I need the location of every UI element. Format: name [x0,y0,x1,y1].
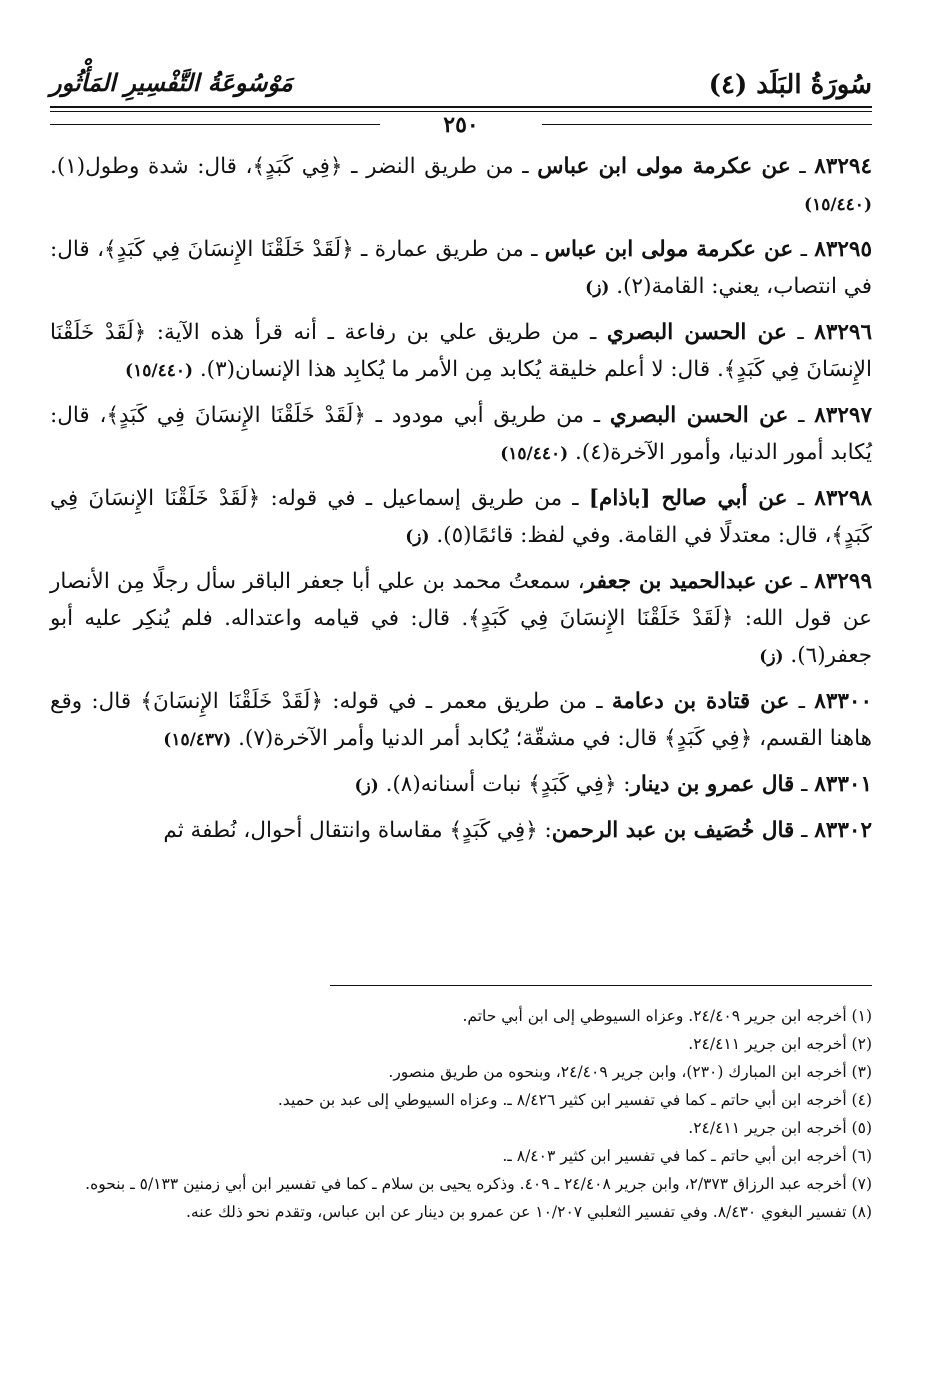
narrator: عن عبدالحميد بن جعفر [584,569,794,594]
narrator: عن الحسن البصري [606,320,787,345]
volume-page-ref: (ز) [759,647,784,667]
narration-text: ـ من طريق معمر ـ في قوله: ﴿لَقَدْ خَلَقْنَا الإِنسَانَ﴾ قال: وقع هاهنا القسم، ﴿فِي كَبَدٍ﴾ قال: في مشقّة؛ يُكابد أمر الدنيا وأمر الآخرة(٧). [50,689,872,751]
footnote: (٨) تفسير البغوي ٨/٤٣٠. وفي تفسير الثعلبي ١٠/٢٠٧ عن عمرو بن دينار عن ابن عباس، وتقدم نحو ذلك عنه. [185,1203,872,1221]
book-title: مَوْسُوعَةُ التَّفْسِيرِ المَأْثُور [50,68,293,97]
narration-text: ـ من طريق إسماعيل ـ في قوله: ﴿لَقَدْ خَلَقْنَا الإِنسَانَ فِي كَبَدٍ﴾، قال: معتدلًا في القامة. وفي لفظ: قائمًا(٥). [50,486,872,548]
volume-page-ref: (١٥/٤٤٠) [125,361,194,381]
footnote: (٤) أخرجه ابن أبي حاتم ـ كما في تفسير ابن كثير ٨/٤٢٦ ـ. وعزاه السيوطي إلى عبد بن حميد. [277,1091,872,1109]
narration-text: ـ من طريق علي بن رفاعة ـ أنه قرأ هذه الآية: ﴿لَقَدْ خَلَقْنَا الإِنسَانَ فِي كَبَدٍ﴾. قال: لا أعلم خليقة يُكابد مِن الأمر ما يُكابِد هذا الإنسان(٣). [50,320,872,382]
narration-number: ٨٣٢٩٧ [814,403,872,428]
narration-entry: ٨٣٢٩٨ ـ عن أبي صالح [باذام] ـ من طريق إسماعيل ـ في قوله: ﴿لَقَدْ خَلَقْنَا الإِنسَانَ فِي كَبَدٍ﴾، قال: معتدلًا في القامة. وفي لفظ: قائمًا(٥). (ز) [50,486,873,548]
narration-text: ـ من طريق أبي مودود ـ ﴿لَقَدْ خَلَقْنَا الإِنسَانَ فِي كَبَدٍ﴾، قال: يُكابد أمور الدنيا، وأمور الآخرة(٤). [50,403,872,465]
narration-entry: ٨٣٢٩٥ ـ عن عكرمة مولى ابن عباس ـ من طريق عمارة ـ ﴿لَقَدْ خَلَقْنَا الإِنسَانَ فِي كَبَدٍ﴾، قال: في انتصاب، يعني: القامة(٢). (ز) [50,237,873,299]
narrator: عن قتادة بن دعامة [611,689,790,714]
narration-number: ٨٣٢٩٩ [814,569,873,594]
narrator: عن عكرمة مولى ابن عباس [537,154,791,179]
narration-entry: ٨٣٢٩٧ ـ عن الحسن البصري ـ من طريق أبي مودود ـ ﴿لَقَدْ خَلَقْنَا الإِنسَانَ فِي كَبَدٍ﴾، قال: يُكابد أمور الدنيا، وأمور الآخرة(٤). (١٥/٤٤٠) [50,403,872,465]
narration-number: ٨٣٢٩٦ [814,320,873,345]
narration-entry: ٨٣٢٩٤ ـ عن عكرمة مولى ابن عباس ـ من طريق النضر ـ ﴿فِي كَبَدٍ﴾، قال: شدة وطول(١). (١٥/٤٤٠) [50,154,872,215]
narrator: عن عكرمة مولى ابن عباس [544,237,794,262]
narration-number: ٨٣٢٩٨ [814,486,873,511]
narration-text: ـ من طريق النضر ـ ﴿فِي كَبَدٍ﴾، قال: شدة وطول(١). [50,154,538,179]
running-header [50,60,872,110]
narrator: عن أبي صالح [باذام] [588,486,788,511]
narration-text: ـ من طريق عمارة ـ ﴿لَقَدْ خَلَقْنَا الإِنسَانَ فِي كَبَدٍ﴾، قال: في انتصاب، يعني: القامة(٢). [50,237,872,299]
footnote: (٣) أخرجه ابن المبارك (٢٣٠)، وابن جرير ٢٤/٤٠٩، وبنحوه من طريق منصور. [388,1063,872,1081]
narrator: عن الحسن البصري [609,403,789,428]
footnote: (٦) أخرجه ابن أبي حاتم ـ كما في تفسير ابن كثير ٨/٤٠٣ ـ. [502,1147,872,1165]
narration-entry: ٨٣٣٠١ ـ قال عمرو بن دينار: ﴿فِي كَبَدٍ﴾ نبات أسنانه(٨). (ز) [354,772,872,797]
narration-number: ٨٣٣٠٠ [814,689,873,714]
volume-page-ref: (ز) [405,527,430,547]
surah-title: سُورَةُ البَلَد (٤) [708,70,872,100]
volume-page-ref: (ز) [354,776,379,796]
volume-page-ref: (١٥/٤٤٠) [500,444,569,464]
narrator: قال خُصَيف بن عبد الرحمن [551,818,795,843]
narration-text: : ﴿فِي كَبَدٍ﴾ مقاساة وانتقال أحوال، نُطفة ثم [163,818,552,843]
narration-number: ٨٣٣٠١ [814,772,872,797]
page-number-bar [50,112,872,138]
narration-entry: ٨٣٣٠٢ ـ قال خُصَيف بن عبد الرحمن: ﴿فِي كَبَدٍ﴾ مقاساة وانتقال أحوال، نُطفة ثم [163,818,872,843]
page-number: ٢٥٠ [443,112,479,138]
footnote: (٥) أخرجه ابن جرير ٢٤/٤١١. [688,1119,872,1137]
page-number-line-left [50,124,380,125]
volume-page-ref: (ز) [585,278,610,298]
footnote: (٢) أخرجه ابن جرير ٢٤/٤١١. [688,1035,872,1053]
main-text [50,148,872,858]
narration-entry: ٨٣٣٠٠ ـ عن قتادة بن دعامة ـ من طريق معمر ـ في قوله: ﴿لَقَدْ خَلَقْنَا الإِنسَانَ﴾ قال: وقع هاهنا القسم، ﴿فِي كَبَدٍ﴾ قال: في مشقّة؛ يُكابد أمر الدنيا وأمر الآخرة(٧). (١٥/٤٣٧) [50,689,873,751]
footnote: (٧) أخرجه عبد الرزاق ٢/٣٧٣، وابن جرير ٢٤/٤٠٨ ـ ٤٠٩. وذكره يحيى بن سلام ـ كما في تفسير ابن أبي زمنين ٥/١٣٣ ـ بنحوه. [85,1175,872,1193]
footnotes [50,1002,872,1226]
narrator: قال عمرو بن دينار [630,772,795,797]
narration-number: ٨٣٢٩٥ [814,237,873,262]
narration-entry: ٨٣٢٩٦ ـ عن الحسن البصري ـ من طريق علي بن رفاعة ـ أنه قرأ هذه الآية: ﴿لَقَدْ خَلَقْنَا الإِنسَانَ فِي كَبَدٍ﴾. قال: لا أعلم خليقة يُكابد مِن الأمر ما يُكابِد هذا الإنسان(٣). (١٥/٤٤٠) [50,320,873,382]
narration-number: ٨٣٢٩٤ [814,154,872,179]
footnote-separator [330,985,872,986]
footnote: (١) أخرجه ابن جرير ٢٤/٤٠٩. وعزاه السيوطي إلى ابن أبي حاتم. [462,1007,872,1025]
narration-text: ، سمعتُ محمد بن علي أبا جعفر الباقر سأل رجلًا مِن الأنصار عن قول الله: ﴿لَقَدْ خَلَقْنَا الإِنسَانَ فِي كَبَدٍ﴾. قال: في قيامه واعتداله. فلم يُنكِر عليه أبو جعفر(٦). [50,569,872,668]
narration-number: ٨٣٣٠٢ [814,818,872,843]
volume-page-ref: (١٥/٤٣٧) [163,730,232,750]
narration-entry: ٨٣٢٩٩ ـ عن عبدالحميد بن جعفر، سمعتُ محمد بن علي أبا جعفر الباقر سأل رجلًا مِن الأنصار عن قول الله: ﴿لَقَدْ خَلَقْنَا الإِنسَانَ فِي كَبَدٍ﴾. قال: في قيامه واعتداله. فلم يُنكِر عليه أبو جعفر(٦). (ز) [50,569,873,668]
page [50,60,872,1342]
narration-text: : ﴿فِي كَبَدٍ﴾ نبات أسنانه(٨). [378,772,631,797]
volume-page-ref: (١٥/٤٤٠) [804,195,872,215]
